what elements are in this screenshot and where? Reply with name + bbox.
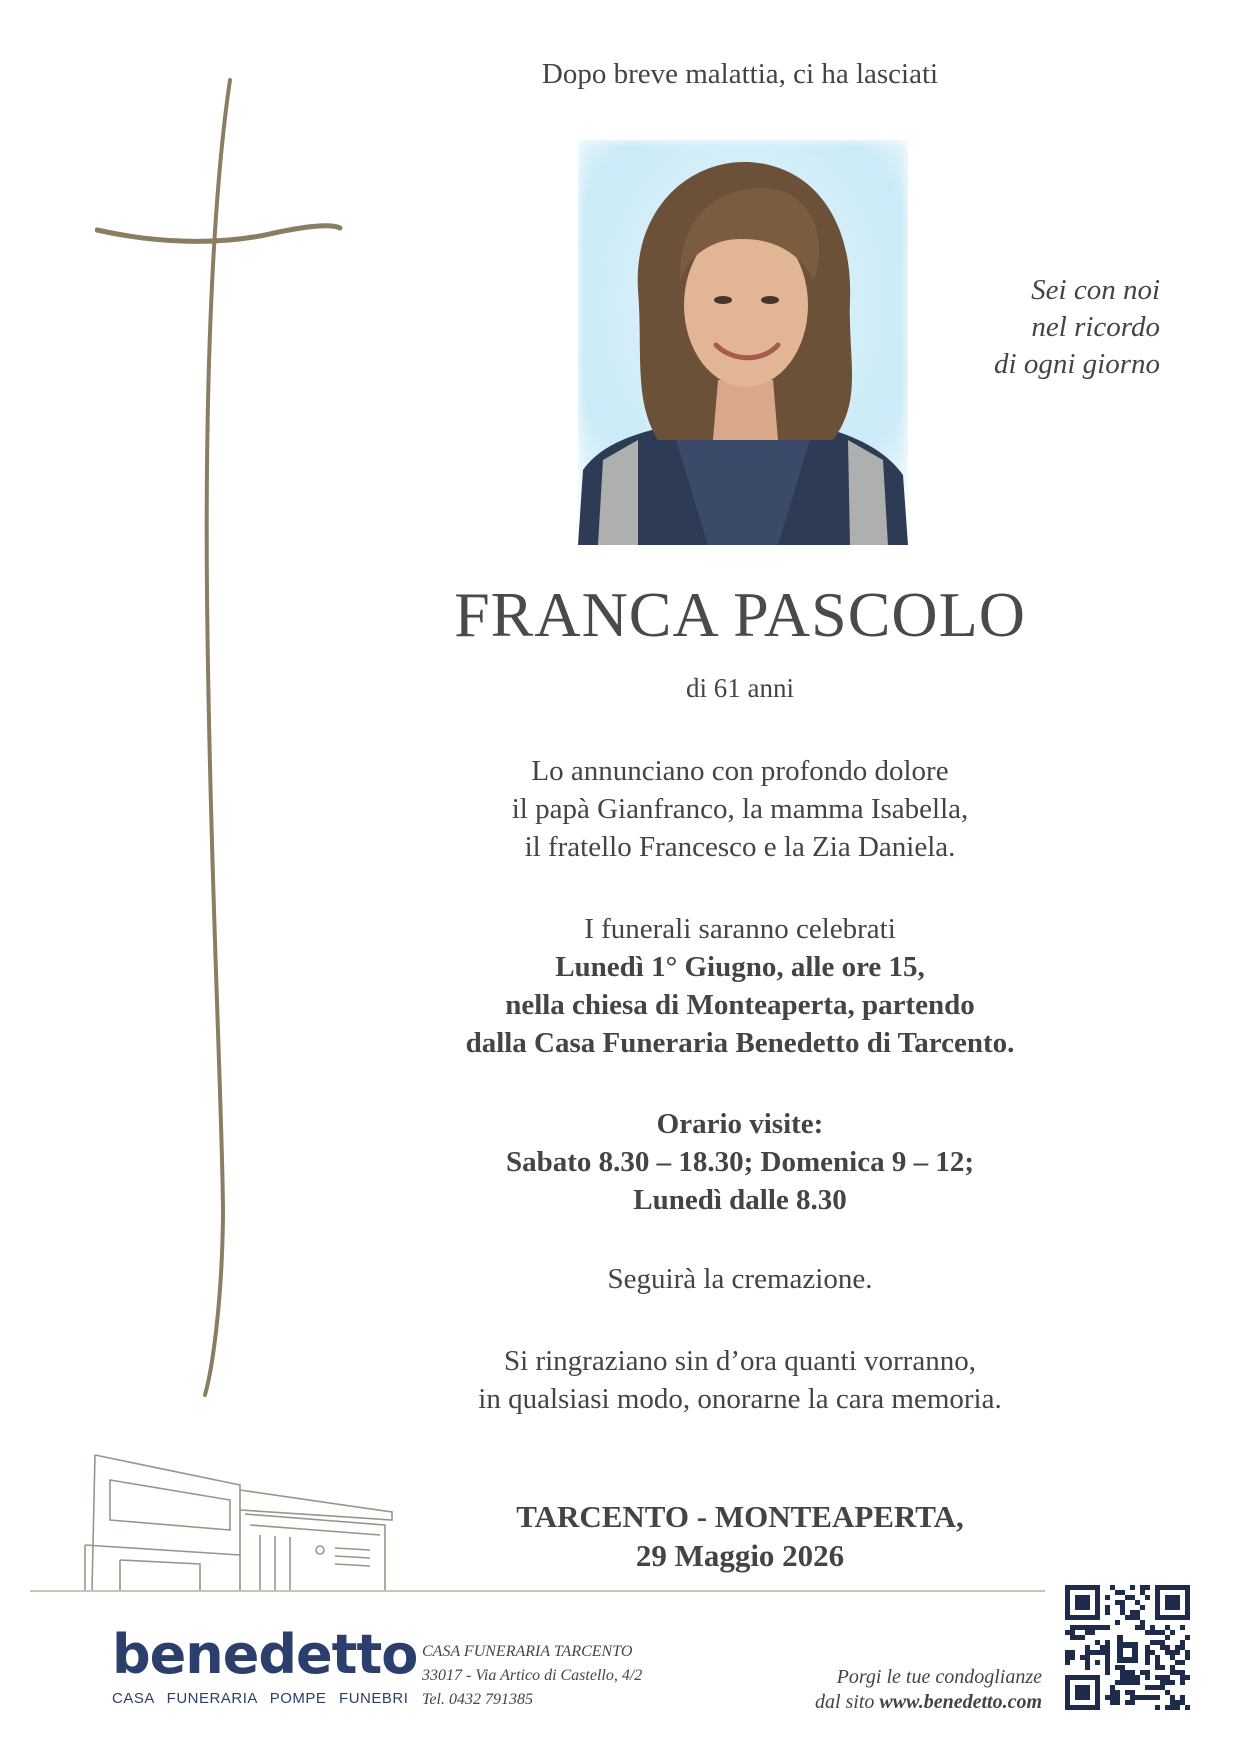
thanks [390, 1342, 1090, 1418]
deceased-age: di 61 anni [686, 673, 794, 703]
visiting-hours-line: Sabato 8.30 – 18.30; Domenica 9 – 12; [505, 1146, 974, 1178]
funeral-detail-line: Lunedì 1° Giugno, alle ore 15, [555, 951, 925, 983]
office-street: 33017 - Via Artico di Castello, 4/2 [422, 1667, 643, 1684]
condolences-line: Porgi le tue condoglianze [836, 1666, 1042, 1688]
website-link[interactable]: www.benedetto.com [879, 1691, 1042, 1713]
logo-subtitle: CASA FUNERARIA POMPE FUNEBRI [112, 1690, 409, 1707]
intro-line: Dopo breve malattia, ci ha lasciati [541, 58, 939, 90]
condolences-site-line [780, 1690, 1042, 1715]
visiting-hours [390, 1105, 1090, 1219]
announcement-line: Lo annunciano con profondo dolore [531, 755, 949, 787]
footer-divider [30, 1590, 1045, 1592]
thanks-line: Si ringraziano sin d’ora quanti vorranno, [504, 1345, 976, 1377]
cremation-note: Seguirà la cremazione. [607, 1263, 873, 1295]
motto-line: nel ricordo [1031, 311, 1160, 343]
motto-line: Sei con noi [1031, 274, 1160, 306]
funeral-info [390, 910, 1090, 1062]
date-line: 29 Maggio 2026 [635, 1538, 845, 1573]
motto-line: di ogni giorno [994, 348, 1160, 380]
qr-code-icon[interactable] [1065, 1585, 1190, 1710]
cross-decoration [95, 75, 355, 1415]
visiting-hours-title: Orario visite: [656, 1108, 824, 1140]
office-name: CASA FUNERARIA TARCENTO [422, 1643, 633, 1660]
portrait-photo [578, 140, 908, 545]
funeral-detail-line: dalla Casa Funeraria Benedetto di Tarcento. [465, 1027, 1015, 1059]
announcement-line: il papà Gianfranco, la mamma Isabella, [511, 793, 969, 825]
visiting-hours-line: Lunedì dalle 8.30 [633, 1184, 847, 1216]
funeral-home-building-icon [80, 1450, 410, 1595]
office-address [422, 1640, 642, 1712]
thanks-line: in qualsiasi modo, onorarne la cara memoria. [478, 1383, 1002, 1415]
office-phone: Tel. 0432 791385 [422, 1691, 533, 1708]
condolences-prefix: dal sito [814, 1691, 880, 1713]
place-date [390, 1497, 1090, 1575]
place-line: TARCENTO - MONTEAPERTA, [516, 1499, 964, 1534]
funeral-detail-line: nella chiesa di Monteaperta, partendo [505, 989, 975, 1021]
motto [900, 272, 1160, 383]
announcement [390, 752, 1090, 866]
deceased-name: FRANCA PASCOLO [454, 579, 1026, 650]
funeral-intro: I funerali saranno celebrati [584, 913, 896, 945]
benedetto-logo: benedetto [112, 1623, 418, 1686]
condolences-note [780, 1665, 1042, 1715]
announcement-line: il fratello Francesco e la Zia Daniela. [524, 831, 956, 863]
